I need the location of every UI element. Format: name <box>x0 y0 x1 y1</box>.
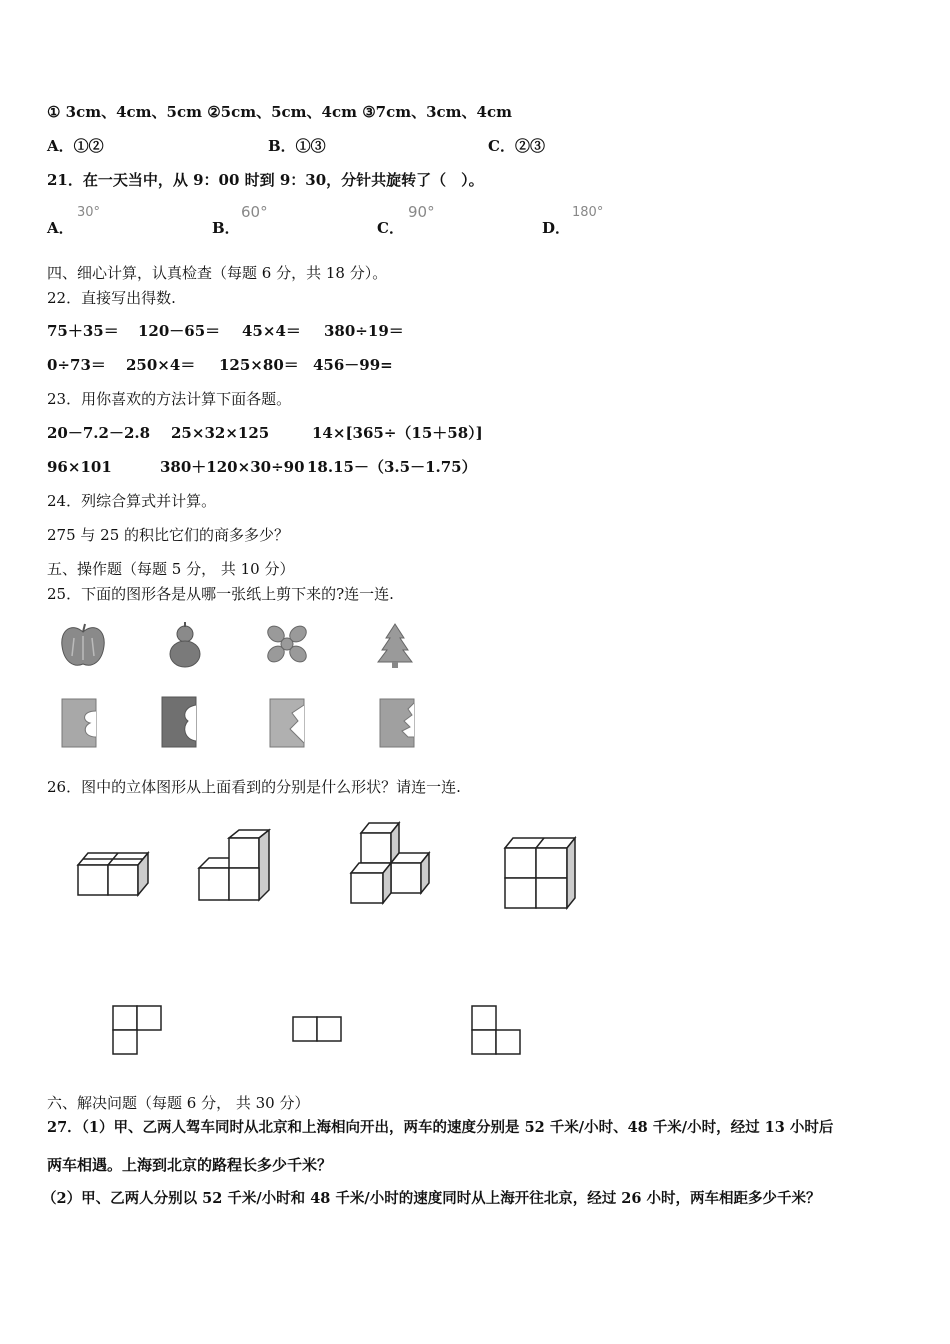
apple-shape-icon <box>58 620 108 670</box>
q21-choice-d-letter: D． <box>542 219 571 237</box>
q22-item: 120－65＝ <box>138 322 221 340</box>
q22-item: 250×4＝ <box>126 356 196 374</box>
top-view-3 <box>470 1004 524 1056</box>
q21-choice-b-angle: 60° <box>241 203 268 221</box>
q23-item: 20－7.2－2.8 <box>47 424 151 442</box>
q22-stem: 22．直接写出得数. <box>47 289 176 307</box>
q23-stem: 23．用你喜欢的方法计算下面各题。 <box>47 390 292 408</box>
q26-stem: 26．图中的立体图形从上面看到的分别是什么形状？请连一连. <box>47 778 461 796</box>
q20-options-line: ① 3cm、4cm、5cm ②5cm、5cm、4cm ③7cm、3cm、4cm <box>47 103 512 121</box>
paper-c-icon <box>268 697 308 749</box>
q20-choice-a: A．①② <box>47 137 104 155</box>
q27-line1: 27．（1）甲、乙两人驾车同时从北京和上海相向开出，两车的速度分别是 52 千米/小时、48 千米/小时，经过 13 小时后 <box>47 1119 834 1136</box>
paper-d-icon <box>378 697 418 749</box>
q21-choice-d-angle: 180° <box>572 205 604 220</box>
q20-choice-b: B．①③ <box>268 137 326 155</box>
q22-item: 125×80＝ <box>219 356 299 374</box>
tree-shape-icon <box>370 620 420 670</box>
q23-item: 96×101 <box>47 458 112 476</box>
section5-heading: 五、操作题（每题 5 分， 共 10 分） <box>47 560 295 578</box>
q21-choice-c-letter: C． <box>377 219 404 237</box>
q24-text: 275 与 25 的积比它们的商多多少？ <box>47 526 290 544</box>
solid-figure-4 <box>503 836 579 912</box>
paper-b-icon <box>160 695 200 749</box>
q21-choice-b-letter: B． <box>212 219 240 237</box>
q22-item: 0÷73＝ <box>47 356 106 374</box>
q22-item: 75＋35＝ <box>47 322 119 340</box>
q27-line2: 两车相遇。上海到北京的路程长多少千米？ <box>47 1156 333 1174</box>
q23-item: 18.15－（3.5－1.75） <box>307 458 477 476</box>
q21-stem: 21．在一天当中，从 9：00 时到 9：30，分针共旋转了（ ）。 <box>47 171 484 189</box>
section4-heading: 四、细心计算，认真检查（每题 6 分，共 18 分）。 <box>47 264 388 282</box>
solid-figure-3 <box>349 821 435 907</box>
gourd-shape-icon <box>160 620 210 670</box>
top-view-2 <box>291 1015 345 1043</box>
solid-figure-2 <box>197 828 273 904</box>
q23-item: 14×[365÷（15＋58）] <box>312 424 483 442</box>
q25-stem: 25．下面的图形各是从哪一张纸上剪下来的?连一连. <box>47 585 394 603</box>
q23-item: 25×32×125 <box>171 424 270 442</box>
flower-shape-icon <box>262 620 312 670</box>
q20-choice-c: C．②③ <box>488 137 545 155</box>
q22-item: 380÷19＝ <box>324 322 404 340</box>
q22-item: 45×4＝ <box>242 322 301 340</box>
q24-stem: 24．列综合算式并计算。 <box>47 492 217 510</box>
solid-figure-1 <box>76 845 152 900</box>
top-view-1 <box>111 1004 165 1056</box>
q21-choice-c-angle: 90° <box>408 203 435 221</box>
q23-item: 380＋120×30÷90 <box>160 458 305 476</box>
q21-choice-a-letter: A． <box>47 219 74 237</box>
paper-a-icon <box>60 697 100 749</box>
section6-heading: 六、解决问题（每题 6 分， 共 30 分） <box>47 1094 310 1112</box>
q22-item: 456－99= <box>313 356 393 374</box>
q21-choice-a-angle: 30° <box>77 205 101 220</box>
q27-line3: （2）甲、乙两人分别以 52 千米/小时和 48 千米/小时的速度同时从上海开往北京，经过 26 小时，两车相距多少千米？ <box>42 1190 821 1207</box>
